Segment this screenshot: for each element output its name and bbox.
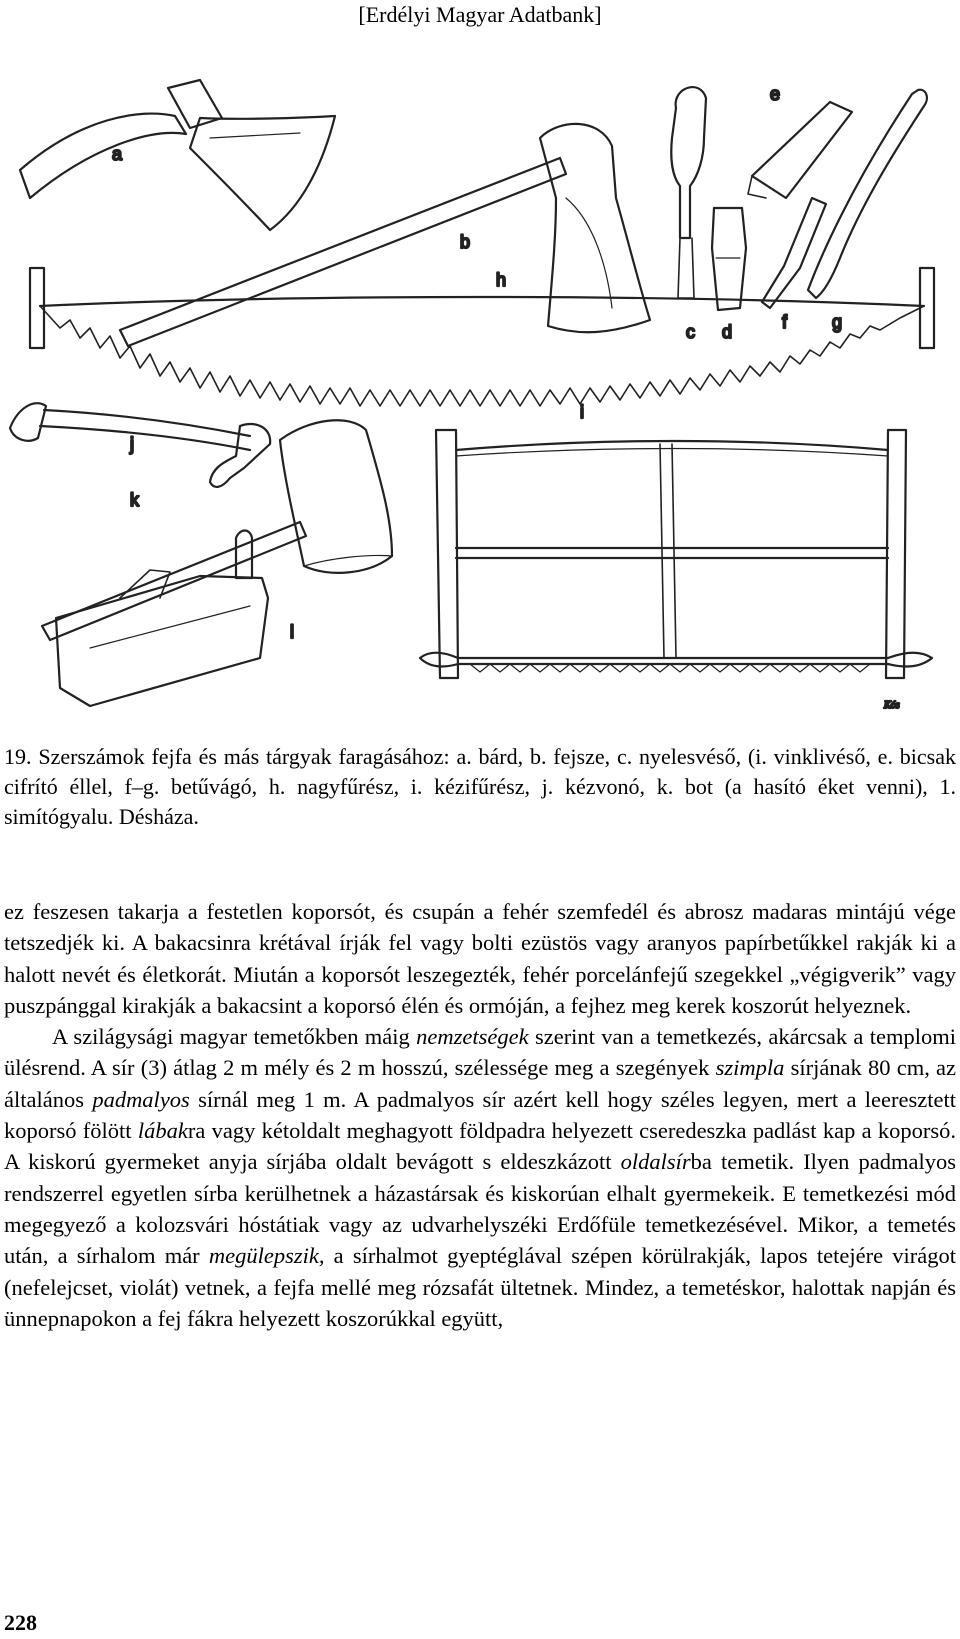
- smoothing-plane-drawing: [56, 531, 268, 707]
- text-run: ba temetik. Ilyen padmalyos rendszerrel egyetlen sírba kerülhetnek a házastársak és kiskorúan elhalt gyermekeik. E temetkezési mód megegyező a kolozsvári hóstátiak vagy az udvarhelyszéki Erdőfüle temetkezésével. Mikor, a temetés után, a sírhalom már: [4, 1149, 956, 1269]
- broad-axe-drawing: [20, 80, 335, 230]
- label-e: e: [770, 84, 781, 104]
- page-number: 228: [4, 1610, 37, 1635]
- artist-signature: Kós: [884, 700, 900, 711]
- label-b: b: [460, 232, 471, 252]
- text-run: sírnál meg 1 m. A padmalyos sír azért kell hogy széles legyen, mert a leeresztett koporsó fölött: [4, 1086, 956, 1144]
- label-l: l: [290, 622, 294, 642]
- italic-term: oldalsír: [620, 1149, 691, 1175]
- tools-illustration: [0, 58, 960, 738]
- two-man-saw-drawing: [30, 268, 934, 406]
- figure-caption: 19. Szerszámok fejfa és más tárgyak faragásához: a. bárd, b. fejsze, c. nyelesvéső, (i. vinklivéső, e. bicsak cifrító éllel, f–g. betűvágó, h. nagyfűrész, i. kézifűrész, j. kézvonó, k. bot (a hasító éket venni), 1. simítógyalu. Désháza.: [4, 744, 956, 829]
- italic-term: megülepszik,: [208, 1243, 325, 1269]
- label-d: d: [722, 322, 733, 342]
- text-run: sírjának 80 cm, az általános: [4, 1055, 957, 1112]
- text-run: A szilágysági magyar temetőkben máig: [52, 1024, 417, 1050]
- paragraph-2: [4, 1021, 956, 1334]
- corner-chisel-drawing: [712, 208, 746, 310]
- label-c: c: [686, 322, 695, 342]
- letter-cutter-g-drawing: [808, 90, 927, 298]
- pocket-knife-drawing: [748, 102, 852, 198]
- italic-term: lábak: [137, 1118, 188, 1144]
- letter-cutter-f-drawing: [762, 198, 826, 308]
- frame-saw-drawing: [420, 430, 932, 678]
- paragraph-1: [4, 896, 956, 1021]
- italic-term: szimpla: [715, 1055, 785, 1081]
- chisel-drawing: [671, 87, 706, 298]
- italic-term: nemzetségek: [416, 1024, 529, 1050]
- label-j: j: [130, 434, 134, 454]
- body-text: [4, 896, 956, 1334]
- text-run: ra vagy kétoldalt meghagyott földpadra helyezett cseredeszka padlást kap a koporsó. A kiskorú gyermeket anyja sírjába oldalt bevágott s eldeszkázott: [4, 1118, 956, 1175]
- text-run: a sírhalmot gyeptéglával szépen körülrakják, lapos tetejére virágot (nefelejcset, violát) vetnek, a fejfa mellé meg rózsafát ültetnek. Mindez, a temetéskor, halottak napján és ünnepnapokon a fej fákra helyezett koszorúkkal együtt,: [4, 1243, 956, 1331]
- italic-term: padmalyos: [92, 1086, 190, 1112]
- label-a: a: [112, 144, 123, 164]
- text-run: szerint van a temetkezés, akárcsak a templomi ülésrend. A sír (3) átlag 2 m mély és 2 m hosszú, szélessége meg a szegények: [4, 1024, 956, 1081]
- label-k: k: [130, 490, 139, 510]
- page-header: [Erdélyi Magyar Adatbank]: [358, 2, 602, 27]
- drawknife-drawing: [10, 403, 270, 487]
- paragraph-1-text: ez feszesen takarja a festetlen koporsót, és csupán a fehér szemfedél és abrosz madaras mintájú vége tetszedjék ki. A bakacsinra krétával írják fel vagy bolti ezüstös vagy aranyos papírbetűkkel rakják ki a halott nevét és életkorát. Miután a koporsót leszegezték, fehér porcelánfejű szegekkel „végigverik” vagy puszpánggal kirakják a bakacsint a koporsó élén és ormóján, a fejhez meg kerek koszorút helyeznek.: [4, 899, 956, 1018]
- label-i: i: [580, 402, 584, 422]
- label-g: g: [832, 312, 843, 332]
- label-f: f: [782, 312, 788, 332]
- label-h: h: [496, 270, 507, 290]
